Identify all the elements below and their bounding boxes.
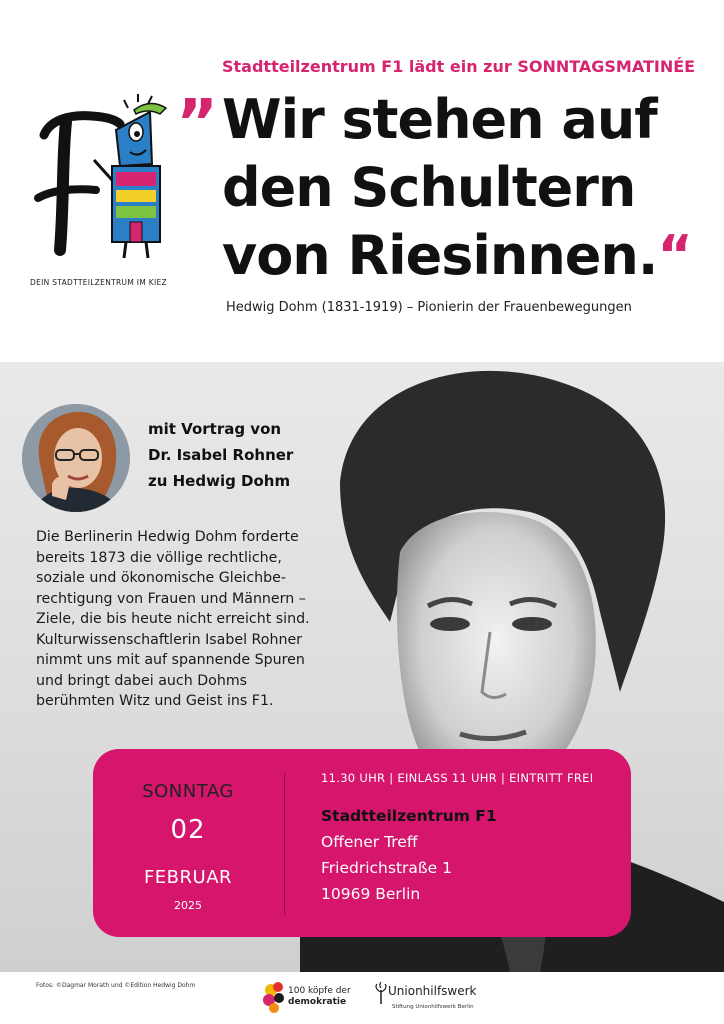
- date-divider: [284, 773, 285, 915]
- description-line: soziale und ökonomische Gleichbe-: [36, 570, 287, 586]
- header-section: [0, 0, 724, 360]
- tree-icon: [374, 982, 388, 1004]
- event-day: 02: [170, 815, 206, 845]
- f1-logo: [30, 90, 180, 260]
- event-weekday: SONNTAG: [142, 781, 234, 802]
- kicker-prefix: Stadtteilzentrum F1 lädt ein zur: [222, 57, 518, 76]
- logo-100-line-2: demokratie: [288, 997, 347, 1007]
- colorful-heads-icon: [262, 980, 288, 1014]
- logo-100-text: [288, 986, 351, 1008]
- event-description: [36, 527, 376, 712]
- headline-line-2: den Schultern: [222, 156, 636, 219]
- description-line: Kulturwissenschaftlerin Isabel Rohner: [36, 631, 303, 648]
- event-date: [93, 749, 283, 937]
- footer: [0, 972, 724, 1024]
- venue-name: Stadtteilzentrum F1: [321, 807, 497, 825]
- event-details-box: [93, 749, 631, 937]
- headline-line-3: von Riesinnen.: [222, 224, 658, 287]
- event-venue: [321, 803, 593, 907]
- uhw-subtitle: Stiftung Unionhilfswerk Berlin: [392, 1004, 474, 1010]
- headline-quote: [222, 86, 712, 290]
- uhw-name: Unionhilfswerk: [388, 984, 477, 998]
- opening-quote-mark: ”: [176, 87, 219, 161]
- speaker-portrait-icon: [22, 404, 130, 512]
- venue-city: 10969 Berlin: [321, 885, 421, 903]
- speaker-line-2: Dr. Isabel Rohner: [148, 446, 294, 464]
- headline-line-3-wrap: [222, 222, 712, 290]
- event-info: [321, 771, 593, 907]
- kicker-highlight: SONNTAGSMATINÉE: [517, 57, 696, 76]
- event-times: 11.30 UHR | EINLASS 11 UHR | EINTRITT FREI: [321, 771, 594, 785]
- speaker-line-3: zu Hedwig Dohm: [148, 472, 291, 490]
- headline-line-1: Wir stehen auf: [222, 88, 657, 151]
- description-line: Die Berlinerin Hedwig Dohm forderte: [36, 529, 299, 545]
- description-line: und bringt dabei auch Dohms: [36, 672, 248, 689]
- event-kicker: [222, 57, 695, 76]
- logo-tagline: DEIN STADTTEILZENTRUM IM KIEZ: [30, 278, 167, 287]
- f1-mascot-icon: [30, 90, 180, 260]
- description-line: nimmt uns mit auf spannende Spuren: [36, 652, 305, 668]
- description-line: Ziele, die bis heute nicht erreicht sind.: [36, 611, 310, 627]
- speaker-intro: [148, 416, 293, 494]
- venue-street: Friedrichstraße 1: [321, 859, 452, 877]
- closing-quote-mark: “: [657, 224, 692, 287]
- venue-room: Offener Treff: [321, 833, 418, 851]
- logo-unionhilfswerk: [374, 982, 484, 1018]
- logo-100-line-1: 100 köpfe der: [288, 986, 351, 996]
- event-month: FEBRUAR: [143, 867, 233, 888]
- speaker-line-1: mit Vortrag von: [148, 420, 282, 438]
- photo-credits: Fotos: ©Dagmar Morath und ©Edition Hedwig Dohm: [36, 982, 196, 989]
- logo-100-koepfe: [262, 980, 352, 1016]
- description-line: rechtigung von Frauen und Männern –: [36, 590, 306, 607]
- quote-attribution: Hedwig Dohm (1831-1919) – Pionierin der Frauenbewegungen: [226, 300, 632, 315]
- description-line: berühmten Witz und Geist ins F1.: [36, 693, 274, 709]
- event-year: 2025: [174, 899, 202, 912]
- speaker-photo-isabel-rohner: [22, 404, 130, 512]
- description-line: bereits 1873 die völlige rechtliche,: [36, 549, 282, 566]
